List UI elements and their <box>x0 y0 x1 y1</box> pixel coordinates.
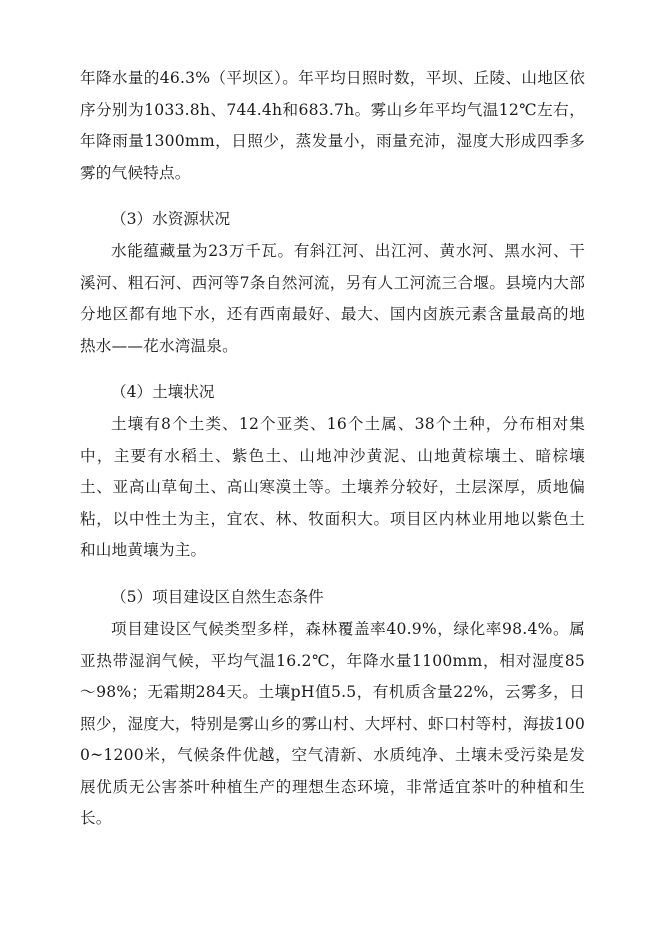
climate-paragraph-continued: 年降水量的46.3%（平坝区）。年平均日照时数，平坝、丘陵、山地区依序分别为1033.8h、744.4h和683.7h。雾山乡年平均气温12℃左右，年降雨量1300mm，日照少，蒸发量小，雨量充沛，湿度大形成四季多雾的气候特点。 <box>80 69 585 182</box>
water-resources-paragraph: 水能蕴藏量为23万千瓦。有斜江河、出江河、黄水河、黑水河、干溪河、粗石河、西河等7条自然河流，另有人工河流三合堰。县境内大部分地区都有地下水，还有西南最好、最大、国内卤族元素含量最高的地热水——花水湾温泉。 <box>80 242 585 355</box>
ecological-conditions-paragraph: 项目建设区气候类型多样，森林覆盖率40.9%，绿化率98.4%。属亚热带湿润气候，平均气温16.2℃，年降水量1100mm，相对湿度85～98%；无霜期284天。土壤pH值5.5，有机质含量22%，云雾多，日照少，湿度大，特别是雾山乡的雾山村、大坪村、虾口村等村，海拔1000~1200米，气候条件优越，空气清新、水质纯净、土壤未受污染是发展优质无公害茶叶种植生产的理想生态环境，非常适宜茶叶的种植和生长。 <box>80 620 585 827</box>
ecological-conditions-heading: （5）项目建设区自然生态条件 <box>111 588 324 606</box>
water-resources-heading: （3）水资源状况 <box>111 210 231 228</box>
soil-conditions-heading: （4）土壤状况 <box>111 383 215 401</box>
soil-conditions-paragraph: 土壤有8个土类、12个亚类、16个土属、38个土种，分布相对集中，主要有水稻土、紫色土、山地冲沙黄泥、山地黄棕壤土、暗棕壤土、亚高山草甸土、高山寒漠土等。土壤养分较好，土层深厚，质地偏粘，以中性土为主，宜农、林、牧面积大。项目区内林业用地以紫色土和山地黄壤为主。 <box>80 415 585 559</box>
